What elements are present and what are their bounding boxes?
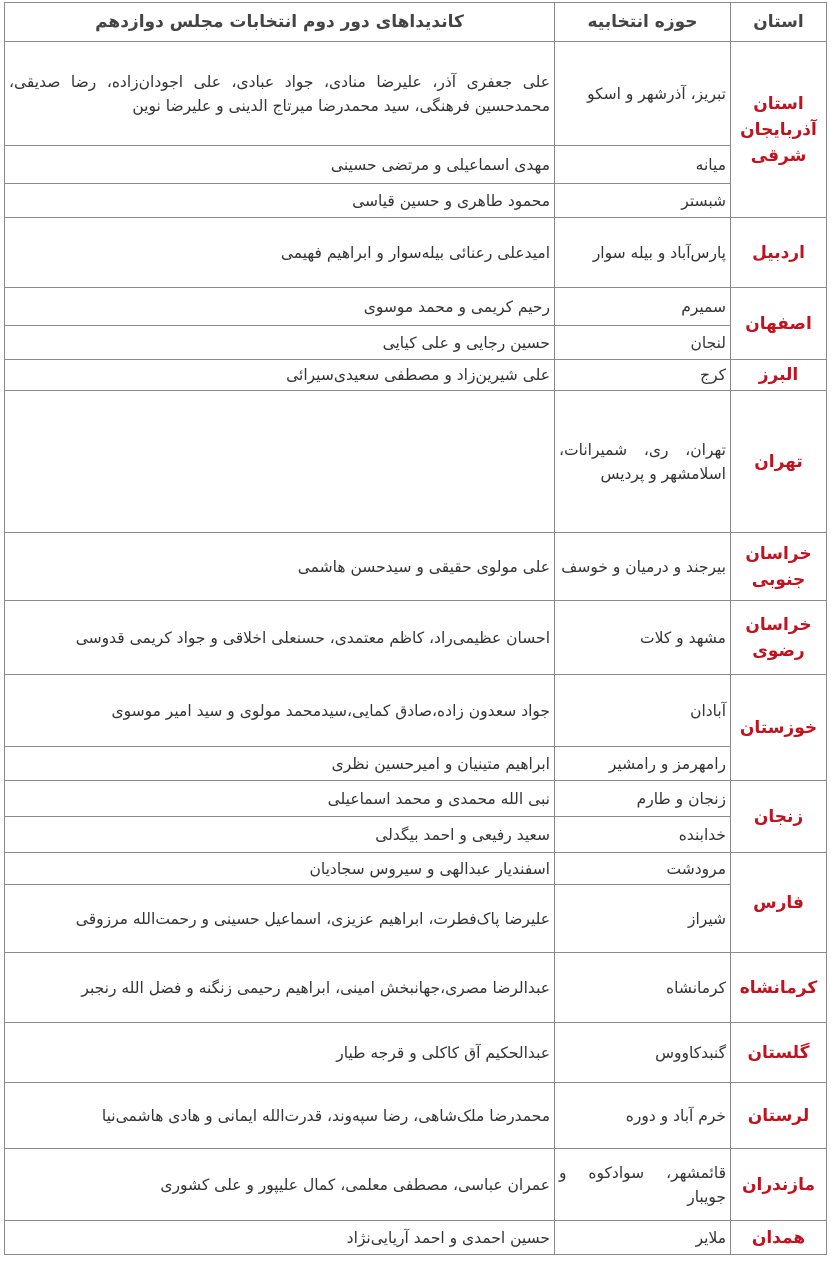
table-row bbox=[5, 146, 827, 184]
table-row bbox=[5, 533, 827, 601]
table-row bbox=[5, 747, 827, 781]
district-cell: تبریز، آذرشهر و اسکو bbox=[555, 42, 731, 146]
candidates-cell: نبی الله محمدی و محمد اسماعیلی bbox=[5, 781, 555, 817]
province-cell: همدان bbox=[731, 1221, 827, 1255]
district-cell: پارس‌آباد و بیله سوار bbox=[555, 218, 731, 288]
table-row bbox=[5, 1221, 827, 1255]
candidates-cell: علی جعفری آذر، علیرضا منادی، جواد عبادی، علی اجودان‌زاده، رضا صدیقی، محمدحسین فرهنگی، سید محمدرضا میرتاج الدینی و علیرضا نوین bbox=[5, 42, 555, 146]
district-cell: تهران، ری، شمیرانات، اسلامشهر و پردیس bbox=[555, 391, 731, 533]
province-cell: فارس bbox=[731, 853, 827, 953]
district-cell: کرج bbox=[555, 360, 731, 391]
candidates-cell: علی مولوی حقیقی و سیدحسن هاشمی bbox=[5, 533, 555, 601]
province-cell: البرز bbox=[731, 360, 827, 391]
table-row bbox=[5, 288, 827, 326]
table-row bbox=[5, 184, 827, 218]
table-row bbox=[5, 326, 827, 360]
province-cell: اصفهان bbox=[731, 288, 827, 360]
district-cell: مرودشت bbox=[555, 853, 731, 885]
table-header bbox=[5, 3, 827, 42]
candidates-cell: سعید رفیعی و احمد بیگدلی bbox=[5, 817, 555, 853]
district-cell: میانه bbox=[555, 146, 731, 184]
district-cell: بیرجند و درمیان و خوسف bbox=[555, 533, 731, 601]
province-cell: استان آذربایجان شرقی bbox=[731, 42, 827, 218]
candidates-cell: عبدالحکیم آق کاکلی و قرجه طیار bbox=[5, 1023, 555, 1083]
table-row bbox=[5, 391, 827, 533]
district-cell: مشهد و کلات bbox=[555, 601, 731, 675]
table-row bbox=[5, 218, 827, 288]
table-row bbox=[5, 953, 827, 1023]
candidates-cell: علیرضا پاک‌فطرت، ابراهیم عزیزی، اسماعیل حسینی و رحمت‌الله مرزوقی bbox=[5, 885, 555, 953]
header-district: حوزه انتخابیه bbox=[555, 3, 731, 42]
table-row bbox=[5, 42, 827, 146]
candidates-cell: احسان عظیمی‌راد، کاظم معتمدی، حسنعلی اخلاقی و جواد کریمی قدوسی bbox=[5, 601, 555, 675]
header-row bbox=[5, 3, 827, 42]
province-cell: لرستان bbox=[731, 1083, 827, 1149]
district-cell: گنبدکاووس bbox=[555, 1023, 731, 1083]
candidates-cell bbox=[5, 391, 555, 533]
candidates-cell: حسین احمدی و احمد آریایی‌نژاد bbox=[5, 1221, 555, 1255]
province-cell: گلستان bbox=[731, 1023, 827, 1083]
header-candidates: کاندیداهای دور دوم انتخابات مجلس دوازدهم bbox=[5, 3, 555, 42]
district-cell: شبستر bbox=[555, 184, 731, 218]
province-cell: خوزستان bbox=[731, 675, 827, 781]
candidates-cell: حسین رجایی و علی کیایی bbox=[5, 326, 555, 360]
district-cell: ملایر bbox=[555, 1221, 731, 1255]
province-cell: خراسان رضوی bbox=[731, 601, 827, 675]
table-row bbox=[5, 885, 827, 953]
header-province: استان bbox=[731, 3, 827, 42]
table-row bbox=[5, 1023, 827, 1083]
province-cell: تهران bbox=[731, 391, 827, 533]
district-cell: سمیرم bbox=[555, 288, 731, 326]
candidates-cell: محمود طاهری و حسین قیاسی bbox=[5, 184, 555, 218]
table-row bbox=[5, 1149, 827, 1221]
district-cell: خدابنده bbox=[555, 817, 731, 853]
candidates-cell: محمدرضا ملک‌شاهی، رضا سپه‌وند، قدرت‌الله ایمانی و هادی هاشمی‌نیا bbox=[5, 1083, 555, 1149]
table-row bbox=[5, 781, 827, 817]
table-body bbox=[5, 42, 827, 1255]
table-row bbox=[5, 675, 827, 747]
district-cell: زنجان و طارم bbox=[555, 781, 731, 817]
province-cell: اردبیل bbox=[731, 218, 827, 288]
district-cell: قائمشهر، سوادکوه و جویبار bbox=[555, 1149, 731, 1221]
candidates-cell: جواد سعدون زاده،صادق کمایی،سیدمحمد مولوی و سید امیر موسوی bbox=[5, 675, 555, 747]
candidates-cell: عمران عباسی، مصطفی معلمی، کمال علیپور و علی کشوری bbox=[5, 1149, 555, 1221]
district-cell: خرم آباد و دوره bbox=[555, 1083, 731, 1149]
district-cell: آبادان bbox=[555, 675, 731, 747]
candidates-cell: اسفندیار عبدالهی و سیروس سجادیان bbox=[5, 853, 555, 885]
province-cell: کرمانشاه bbox=[731, 953, 827, 1023]
province-cell: مازندران bbox=[731, 1149, 827, 1221]
district-cell: شیراز bbox=[555, 885, 731, 953]
candidates-cell: امیدعلی رعنائی بیله‌سوار و ابراهیم فهیمی bbox=[5, 218, 555, 288]
candidates-cell: علی شیرین‌زاد و مصطفی سعیدی‌سیرائی bbox=[5, 360, 555, 391]
table-row bbox=[5, 1083, 827, 1149]
district-cell: رامهرمز و رامشیر bbox=[555, 747, 731, 781]
candidates-cell: عبدالرضا مصری،جهانبخش امینی، ابراهیم رحیمی زنگنه و فضل الله رنجبر bbox=[5, 953, 555, 1023]
district-cell: کرمانشاه bbox=[555, 953, 731, 1023]
candidates-cell: ابراهیم متینیان و امیرحسین نظری bbox=[5, 747, 555, 781]
province-cell: زنجان bbox=[731, 781, 827, 853]
table-row bbox=[5, 601, 827, 675]
province-cell: خراسان جنوبی bbox=[731, 533, 827, 601]
table-row bbox=[5, 817, 827, 853]
candidates-table bbox=[4, 2, 827, 1255]
district-cell: لنجان bbox=[555, 326, 731, 360]
candidates-cell: مهدی اسماعیلی و مرتضی حسینی bbox=[5, 146, 555, 184]
table-row bbox=[5, 853, 827, 885]
candidates-cell: رحیم کریمی و محمد موسوی bbox=[5, 288, 555, 326]
table-row bbox=[5, 360, 827, 391]
